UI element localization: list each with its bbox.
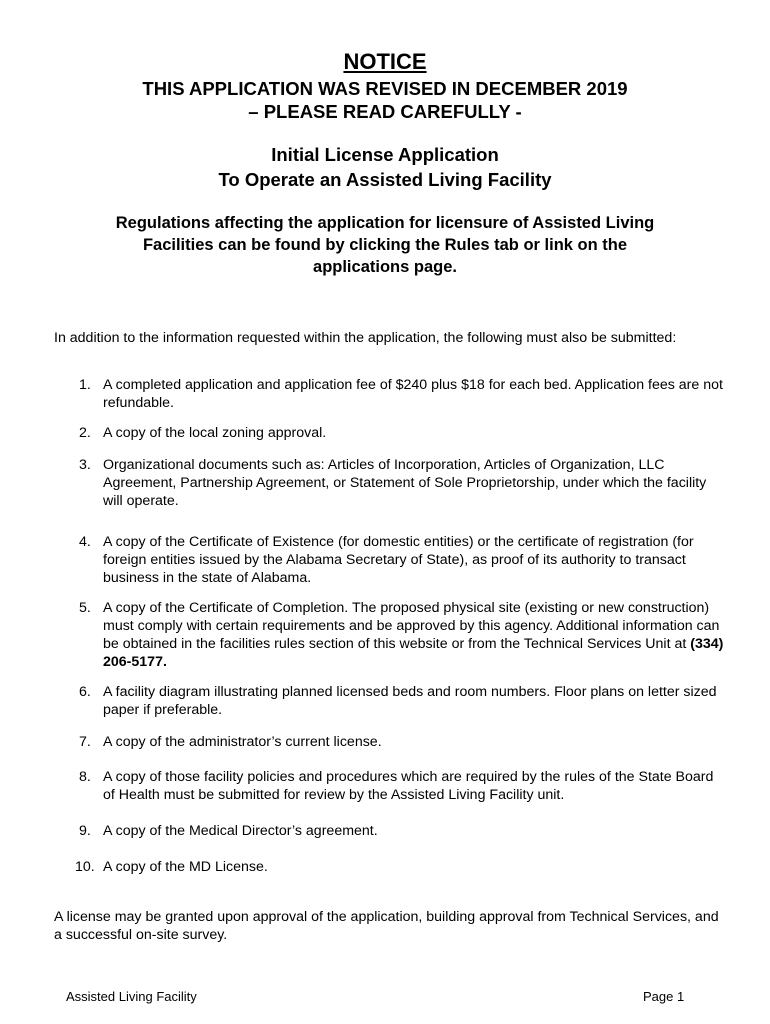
intro-paragraph: In addition to the information requested within the application, the following must also be submitted: bbox=[54, 330, 677, 346]
application-title bbox=[0, 142, 770, 192]
list-item-number: 5. bbox=[79, 600, 91, 616]
list-item-text: A copy of those facility policies and procedures which are required by the rules of the State Board of Health must be submitted for review by the Assisted Living Facility unit. bbox=[103, 769, 714, 803]
footer-page-number: Page 1 bbox=[643, 989, 685, 1004]
revision-notice bbox=[0, 77, 770, 123]
list-item-text: A copy of the local zoning approval. bbox=[103, 425, 327, 441]
revision-line-2: – PLEASE READ CAREFULLY - bbox=[248, 101, 522, 122]
list-item bbox=[54, 376, 724, 412]
list-item bbox=[54, 456, 724, 510]
list-item bbox=[54, 768, 724, 804]
list-item-text: A copy of the Medical Director’s agreement. bbox=[103, 823, 378, 839]
notice-heading: NOTICE bbox=[343, 49, 427, 74]
list-item-text: Organizational documents such as: Articles of Incorporation, Articles of Organization, LLC Agreement, Partnership Agreement, or Statement of Sole Proprietorship, under which the facility will operate. bbox=[103, 457, 707, 509]
list-item bbox=[54, 683, 724, 719]
list-item-text: A copy of the Certificate of Completion. The proposed physical site (existing or new construction) must comply with certain requirements and be approved by this agency. Additional information can be obtained in the facilities rules section of this website or from the Technical Services Unit at bbox=[103, 600, 720, 652]
list-item-text: A copy of the Certificate of Existence (for domestic entities) or the certificate of registration (for foreign entities issued by the Alabama Secretary of State), as proof of its authority to transact business in the state of Alabama. bbox=[103, 534, 694, 586]
list-item bbox=[54, 533, 724, 587]
closing-paragraph: A license may be granted upon approval of the application, building approval from Technical Services, and a successful on-site survey. bbox=[54, 909, 719, 943]
list-item-text: A copy of the MD License. bbox=[103, 859, 268, 875]
list-item-text: A facility diagram illustrating planned licensed beds and room numbers. Floor plans on letter sized paper if preferable. bbox=[103, 684, 717, 718]
list-item-number: 3. bbox=[79, 457, 91, 473]
list-item-text: A copy of the administrator’s current license. bbox=[103, 734, 382, 750]
list-item bbox=[54, 599, 724, 671]
list-item bbox=[54, 424, 724, 442]
regulations-line-1: Regulations affecting the application for licensure of Assisted Living bbox=[115, 214, 655, 232]
list-item-text: A completed application and application fee of $240 plus $18 for each bed. Application fees are not refundable. bbox=[103, 377, 723, 411]
list-item bbox=[54, 822, 724, 840]
list-item-number: 6. bbox=[79, 684, 91, 700]
list-item-number: 9. bbox=[79, 823, 91, 839]
list-item-number: 2. bbox=[79, 425, 91, 441]
list-item-number: 8. bbox=[79, 769, 91, 785]
regulations-note bbox=[70, 212, 700, 278]
revision-line-1: THIS APPLICATION WAS REVISED IN DECEMBER 2019 bbox=[142, 78, 628, 99]
application-title-line-1: Initial License Application bbox=[271, 144, 499, 165]
list-item bbox=[54, 733, 724, 751]
list-item-number: 4. bbox=[79, 534, 91, 550]
footer-facility-name: Assisted Living Facility bbox=[66, 989, 197, 1004]
list-item-number: 1. bbox=[79, 377, 91, 393]
technical-services-phone: (334) 206-5177. bbox=[103, 636, 724, 670]
list-item bbox=[54, 858, 724, 876]
list-item-number: 10. bbox=[75, 859, 95, 875]
regulations-line-3: applications page. bbox=[313, 258, 457, 276]
list-item-number: 7. bbox=[79, 734, 91, 750]
application-title-line-2: To Operate an Assisted Living Facility bbox=[218, 169, 552, 190]
requirements-list bbox=[54, 376, 724, 876]
regulations-line-2: Facilities can be found by clicking the Rules tab or link on the bbox=[142, 236, 628, 254]
